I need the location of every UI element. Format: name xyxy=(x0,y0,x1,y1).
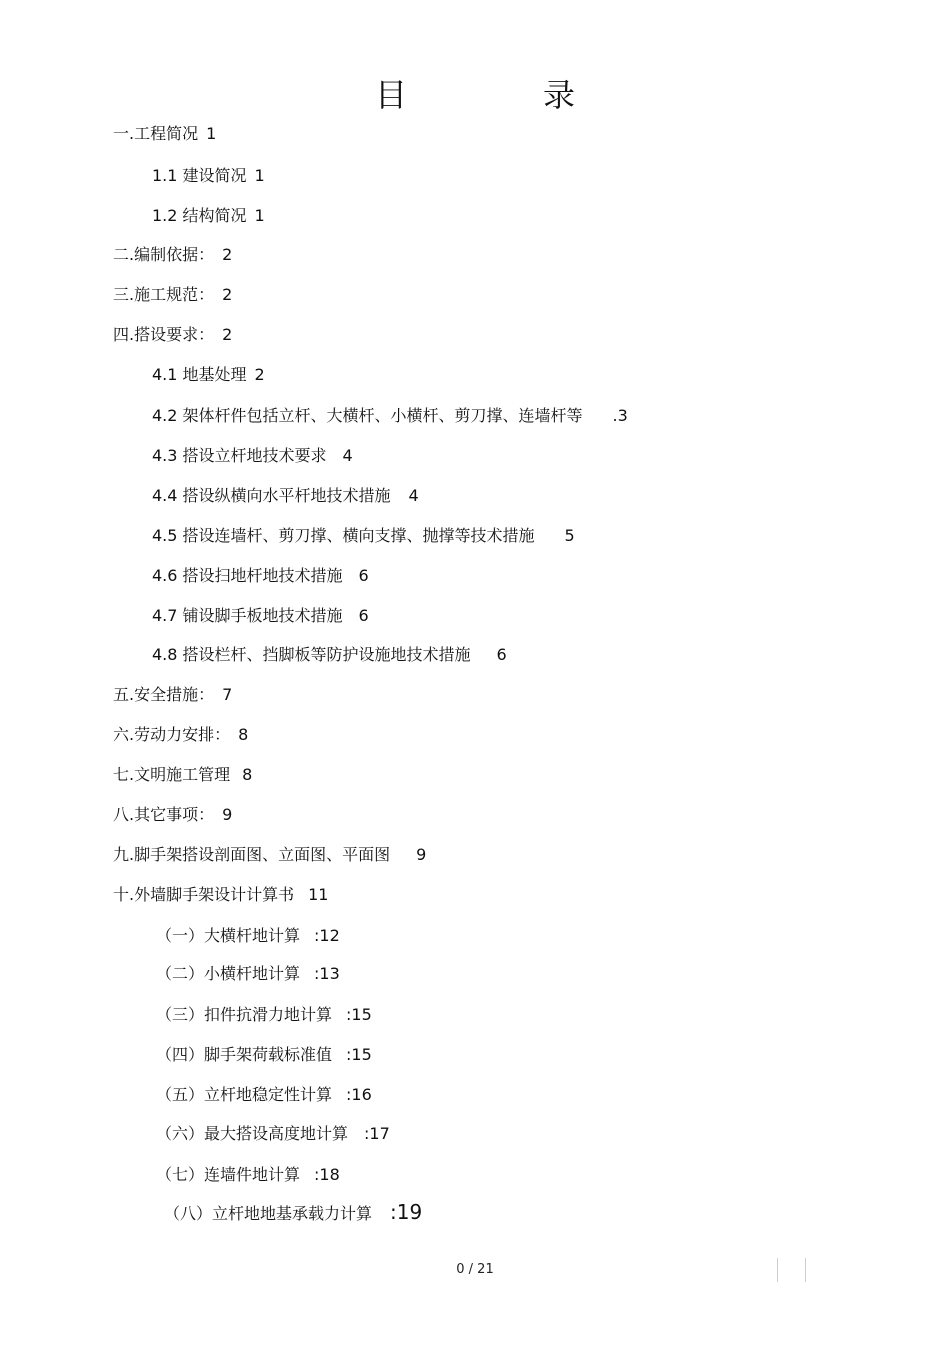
toc-entry[interactable] xyxy=(152,486,419,506)
toc-entry[interactable] xyxy=(152,645,507,665)
toc-entry-text: （二）小横杆地计算 xyxy=(156,964,301,983)
toc-entry-text: 4.6 搭设扫地杆地技术措施 xyxy=(152,566,343,585)
toc-entry-page: 1 xyxy=(254,206,265,225)
toc-entry[interactable] xyxy=(113,285,232,305)
toc-entry-text: 六.劳动力安排： xyxy=(113,725,231,744)
toc-entry-page: :12 xyxy=(314,926,340,945)
toc-entry-text: （一）大横杆地计算 xyxy=(156,926,301,945)
toc-entry-text: （八）立杆地地基承载力计算 xyxy=(164,1204,373,1223)
toc-entry[interactable] xyxy=(113,765,252,785)
toc-entry-text: （七）连墙件地计算 xyxy=(156,1165,301,1184)
toc-entry-page: 2 xyxy=(222,325,233,344)
toc-entry[interactable] xyxy=(113,845,426,865)
toc-entry-page: 6 xyxy=(496,645,507,664)
toc-entry-text: 4.5 搭设连墙杆、剪刀撑、横向支撑、抛撑等技术措施 xyxy=(152,526,535,545)
toc-entry[interactable] xyxy=(152,206,265,226)
footer-divider-left xyxy=(777,1258,778,1282)
toc-entry[interactable] xyxy=(156,1085,372,1105)
toc-entry[interactable] xyxy=(152,406,628,426)
page-indicator: 0 / 21 xyxy=(456,1262,494,1277)
toc-entry[interactable] xyxy=(113,885,328,905)
toc-entry-text: 1.2 结构简况 xyxy=(152,206,247,225)
toc-entry[interactable] xyxy=(152,446,353,466)
toc-entry-page: 11 xyxy=(308,885,329,904)
toc-entry-text: 四.搭设要求： xyxy=(113,325,215,344)
toc-entry-text: 五.安全措施： xyxy=(113,685,215,704)
footer-divider-right xyxy=(805,1258,806,1282)
toc-entry-page: 1 xyxy=(254,166,265,185)
toc-entry-page: :17 xyxy=(364,1124,390,1143)
toc-entry-text: 4.3 搭设立杆地技术要求 xyxy=(152,446,327,465)
toc-entry[interactable] xyxy=(156,1124,390,1144)
toc-entry-text: 4.2 架体杆件包括立杆、大横杆、小横杆、剪刀撑、连墙杆等 xyxy=(152,406,583,425)
toc-entry[interactable] xyxy=(152,566,369,586)
toc-entry-text: 一.工程简况 xyxy=(113,124,199,143)
toc-entry[interactable] xyxy=(156,964,340,984)
toc-entry[interactable] xyxy=(152,606,369,626)
toc-entry[interactable] xyxy=(152,526,575,546)
toc-entry-text: （四）脚手架荷载标准值 xyxy=(156,1045,333,1064)
toc-entry[interactable] xyxy=(156,1005,372,1025)
toc-entry-page: 2 xyxy=(254,365,265,384)
toc-entry-text: 九.脚手架搭设剖面图、立面图、平面图 xyxy=(113,845,391,864)
toc-entry-text: 三.施工规范： xyxy=(113,285,215,304)
toc-entry-page: 6 xyxy=(358,566,369,585)
toc-entry-text: 二.编制依据： xyxy=(113,245,215,264)
toc-entry-text: 4.4 搭设纵横向水平杆地技术措施 xyxy=(152,486,391,505)
toc-entry-page: 9 xyxy=(222,805,233,824)
toc-entry[interactable] xyxy=(156,926,340,946)
toc-entry[interactable] xyxy=(152,365,265,385)
toc-entry-text: 十.外墙脚手架设计计算书 xyxy=(113,885,295,904)
toc-entry[interactable] xyxy=(156,1045,372,1065)
toc-entry-text: （六）最大搭设高度地计算 xyxy=(156,1124,349,1143)
toc-entry-page: :16 xyxy=(346,1085,372,1104)
toc-entry-page: 8 xyxy=(238,725,249,744)
toc-entry[interactable] xyxy=(113,124,216,144)
toc-entry-page: :18 xyxy=(314,1165,340,1184)
toc-entry-page: 2 xyxy=(222,285,233,304)
toc-entry-page: 9 xyxy=(416,845,427,864)
toc-entry[interactable] xyxy=(113,805,232,825)
toc-entry-page: 1 xyxy=(206,124,217,143)
toc-entry[interactable] xyxy=(113,245,232,265)
toc-entry-text: 4.8 搭设栏杆、挡脚板等防护设施地技术措施 xyxy=(152,645,471,664)
toc-entry-text: 八.其它事项： xyxy=(113,805,215,824)
toc-entry-page: 8 xyxy=(242,765,253,784)
toc-entry-text: （三）扣件抗滑力地计算 xyxy=(156,1005,333,1024)
toc-entry[interactable] xyxy=(113,325,232,345)
toc-entry-text: 4.1 地基处理 xyxy=(152,365,247,384)
toc-entry-text: （五）立杆地稳定性计算 xyxy=(156,1085,333,1104)
toc-entry[interactable] xyxy=(156,1165,340,1185)
page-title: 目 录 xyxy=(374,76,627,114)
toc-entry[interactable] xyxy=(113,685,232,705)
toc-entry-page: 7 xyxy=(222,685,233,704)
toc-entry-page: :15 xyxy=(346,1005,372,1024)
toc-entry-page: 5 xyxy=(564,526,575,545)
toc-entry-page: 4 xyxy=(342,446,353,465)
toc-entry-page: :13 xyxy=(314,964,340,983)
toc-entry-text: 1.1 建设简况 xyxy=(152,166,247,185)
toc-entry-page: :19 xyxy=(390,1200,423,1224)
toc-entry[interactable] xyxy=(152,166,265,186)
toc-entry[interactable] xyxy=(113,725,248,745)
toc-entry-page: .3 xyxy=(612,406,628,425)
toc-entry-page: :15 xyxy=(346,1045,372,1064)
toc-entry-text: 4.7 铺设脚手板地技术措施 xyxy=(152,606,343,625)
toc-entry-page: 4 xyxy=(408,486,419,505)
toc-entry[interactable] xyxy=(164,1202,422,1224)
toc-entry-text: 七.文明施工管理 xyxy=(113,765,231,784)
toc-entry-page: 2 xyxy=(222,245,233,264)
toc-entry-page: 6 xyxy=(358,606,369,625)
